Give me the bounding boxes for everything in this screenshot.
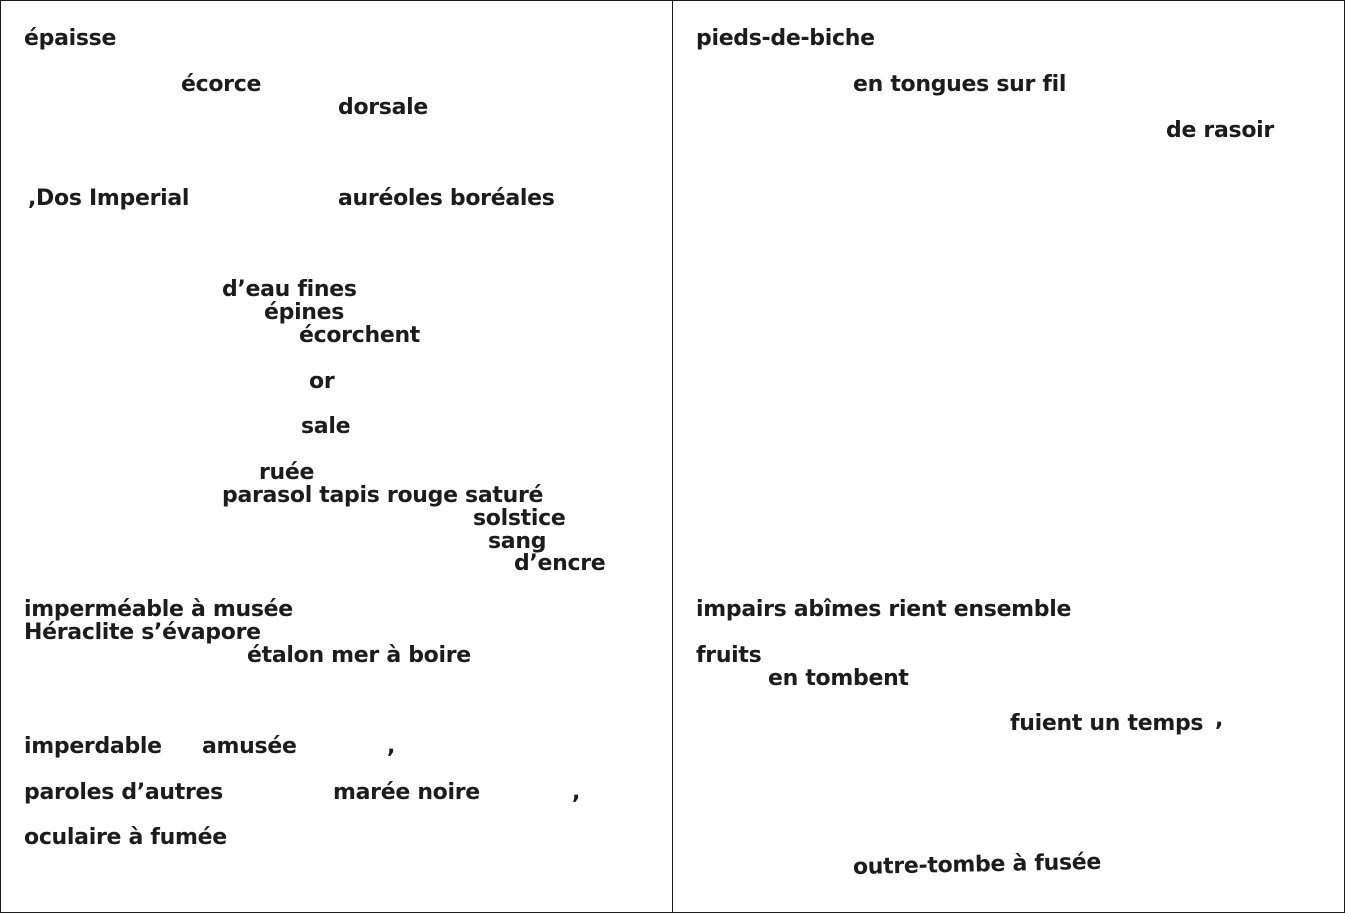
fragment-en-tongues: en tongues sur fil: [853, 72, 1067, 97]
fragment-epines: épines: [264, 300, 345, 325]
fragment-fruits: fruits: [696, 643, 762, 668]
fragment-sale: sale: [301, 414, 351, 439]
fragment-solstice: solstice: [473, 506, 566, 531]
fragment-dorsale: dorsale: [338, 95, 429, 120]
fragment-impairs: impairs abîmes rient ensemble: [696, 597, 1072, 622]
fragment-outre-tombe: outre-tombe à fusée: [852, 849, 1102, 880]
right-page: [672, 0, 1345, 913]
fragment-or: or: [309, 369, 335, 394]
fragment-dos-imperial: ,Dos Imperial: [28, 186, 190, 211]
fragment-amusee: amusée: [202, 734, 297, 759]
fragment-oculaire: oculaire à fumée: [24, 825, 227, 850]
fragment-sang: sang: [488, 529, 547, 554]
fragment-maree-noire: marée noire: [333, 780, 480, 805]
fragment-imperdable: imperdable: [24, 734, 162, 759]
fragment-etalon: étalon mer à boire: [247, 643, 471, 668]
fragment-ecorchent: écorchent: [299, 323, 421, 348]
fragment-aureoles-boreales: auréoles boréales: [338, 186, 555, 211]
fragment-heraclite: Héraclite s’évapore: [24, 620, 261, 645]
fragment-impermeable: imperméable à musée: [24, 597, 293, 622]
fragment-comma-3: ,: [1215, 707, 1224, 732]
fragment-de-rasoir: de rasoir: [1166, 118, 1274, 143]
fragment-fuient: fuient un temps: [1010, 711, 1204, 736]
fragment-comma-1: ,: [387, 734, 396, 759]
fragment-deau-fines: d’eau fines: [222, 277, 357, 302]
fragment-comma-2: ,: [572, 780, 581, 805]
fragment-ecorce: écorce: [181, 72, 262, 97]
fragment-dencre: d’encre: [514, 551, 606, 576]
fragment-pieds-de-biche: pieds-de-biche: [696, 26, 875, 51]
fragment-ruee: ruée: [259, 460, 315, 485]
fragment-paroles: paroles d’autres: [24, 780, 223, 805]
fragment-parasol: parasol tapis rouge saturé: [222, 483, 544, 508]
fragment-en-tombent: en tombent: [768, 666, 909, 691]
fragment-epaisse: épaisse: [24, 26, 117, 51]
